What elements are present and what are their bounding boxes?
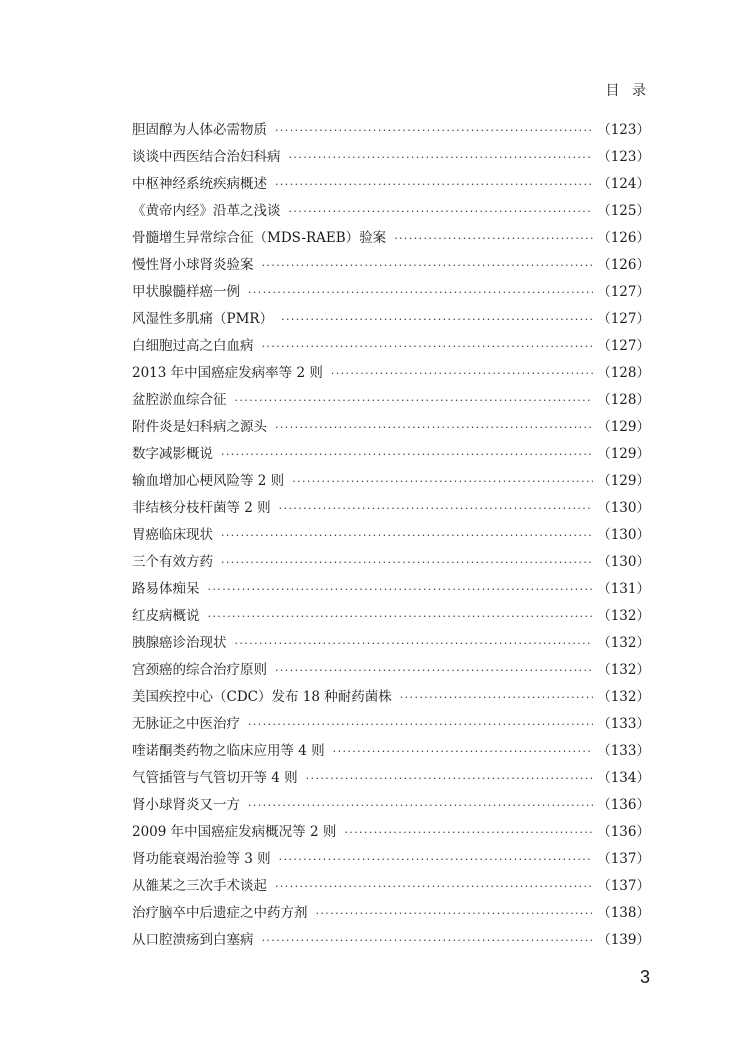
dot-leader [279,502,594,515]
toc-entry-page: （123） [597,149,650,165]
toc-entry-title: 喹诺酮类药物之临床应用等 4 则 [132,743,325,759]
toc-entry-title: 甲状腺髓样癌一例 [132,284,240,300]
toc-entry-page: （127） [597,284,650,300]
toc-entry-title: 盆腔淤血综合征 [132,392,227,408]
toc-entry-page: （130） [597,500,650,516]
toc-entry-page: （124） [597,176,650,192]
toc-entry-title: 附件炎是妇科病之源头 [132,419,267,435]
dot-leader [235,394,594,407]
toc-entry-title: 中枢神经系统疾病概述 [132,176,267,192]
toc-entry-title: 气管插管与气管切开等 4 则 [132,770,298,786]
toc-entry[interactable] [132,442,650,469]
dot-leader [208,583,594,596]
toc-entry-title: 谈谈中西医结合治妇科病 [132,149,281,165]
toc-entry[interactable] [132,631,650,658]
page-number: 3 [639,967,650,987]
dot-leader [400,691,593,704]
toc-entry-page: （125） [597,203,650,219]
dot-leader [248,718,593,731]
dot-leader [292,475,593,488]
toc-entry-title: 2009 年中国癌症发病概况等 2 则 [132,824,337,840]
toc-entry[interactable] [132,685,650,712]
dot-leader [331,367,593,380]
dot-leader [289,151,594,164]
toc-entry-title: 输血增加心梗风险等 2 则 [132,473,285,489]
toc-entry[interactable] [132,145,650,172]
toc-entry-page: （133） [597,716,650,732]
dot-leader [344,826,593,839]
toc-entry[interactable] [132,496,650,523]
toc-entry-title: 白细胞过高之白血病 [132,338,254,354]
toc-entry-title: 2013 年中国癌症发病率等 2 则 [132,365,323,381]
toc-entry-page: （132） [597,635,650,651]
toc-entry-title: 路易体痴呆 [132,581,200,597]
dot-leader [289,205,594,218]
dot-leader [333,745,594,758]
dot-leader [279,853,594,866]
toc-entry-title: 胃癌临床现状 [132,527,213,543]
dot-leader [221,529,593,542]
toc-entry-page: （128） [597,392,650,408]
toc-entry-page: （138） [597,905,650,921]
dot-leader [316,907,594,920]
toc-entry[interactable] [132,577,650,604]
toc-entry[interactable] [132,739,650,766]
toc-entry[interactable] [132,874,650,901]
toc-entry-page: （134） [597,770,650,786]
dot-leader [262,934,594,947]
toc-entry-title: 风湿性多肌痛（PMR） [132,311,274,327]
toc-entry-page: （130） [597,527,650,543]
toc-entry-page: （129） [597,419,650,435]
toc-entry-page: （137） [597,851,650,867]
toc-entry-title: 三个有效方药 [132,554,213,570]
toc-entry[interactable] [132,712,650,739]
dot-leader [394,232,593,245]
dot-leader [262,259,594,272]
toc-entry-title: 肾小球肾炎又一方 [132,797,240,813]
toc-entry-title: 胆固醇为人体必需物质 [132,122,267,138]
toc-entry-title: 治疗脑卒中后遗症之中药方剂 [132,905,308,921]
toc-entry-page: （130） [597,554,650,570]
dot-leader [275,880,593,893]
toc-entry[interactable] [132,415,650,442]
toc-entry-title: 从口腔溃疡到白塞病 [132,932,254,948]
toc-entry-title: 数字减影概说 [132,446,213,462]
toc-entry[interactable] [132,820,650,847]
dot-leader [248,799,593,812]
toc-entry-page: （126） [597,257,650,273]
toc-entry[interactable] [132,118,650,145]
toc-entry[interactable] [132,226,650,253]
dot-leader [208,610,594,623]
dot-leader [275,124,593,137]
toc-entry-page: （136） [597,824,650,840]
toc-entry-title: 无脉证之中医治疗 [132,716,240,732]
toc-entry-title: 《黄帝内经》沿革之浅谈 [132,203,281,219]
toc-entry-page: （133） [597,743,650,759]
toc-entry-title: 骨髓增生异常综合征（MDS-RAEB）验案 [132,230,387,246]
dot-leader [306,772,594,785]
toc-entry-title: 从雒某之三次手术谈起 [132,878,267,894]
toc-entry[interactable] [132,307,650,334]
running-head: 目 录 [605,83,650,99]
toc-entry[interactable] [132,469,650,496]
toc-entry[interactable] [132,199,650,226]
toc-entry[interactable] [132,658,650,685]
dot-leader [248,286,593,299]
toc-entry[interactable] [132,361,650,388]
dot-leader [275,664,593,677]
toc-entry[interactable] [132,523,650,550]
toc-entry-page: （136） [597,797,650,813]
toc-entry-title: 慢性肾小球肾炎验案 [132,257,254,273]
toc-entry-page: （129） [597,446,650,462]
dot-leader [235,637,594,650]
toc-entry[interactable] [132,847,650,874]
toc-entry[interactable] [132,280,650,307]
dot-leader [275,178,593,191]
toc-entry-title: 肾功能衰竭治验等 3 则 [132,851,271,867]
toc-entry-page: （127） [597,338,650,354]
toc-entry[interactable] [132,901,650,928]
toc-entry-page: （123） [597,122,650,138]
toc-entry[interactable] [132,253,650,280]
toc-entry-title: 美国疾控中心（CDC）发布 18 种耐药菌株 [132,689,392,705]
toc-entry[interactable] [132,388,650,415]
toc-entry-page: （132） [597,689,650,705]
dot-leader [221,556,593,569]
dot-leader [221,448,593,461]
dot-leader [275,421,593,434]
toc-entry-page: （128） [597,365,650,381]
toc-entry-page: （129） [597,473,650,489]
toc-entry[interactable] [132,604,650,631]
dot-leader [281,313,593,326]
toc-entry-title: 非结核分枝杆菌等 2 则 [132,500,271,516]
toc-entry[interactable] [132,334,650,361]
toc-entry[interactable] [132,793,650,820]
toc-entry-page: （126） [597,230,650,246]
toc-entry-title: 红皮病概说 [132,608,200,624]
toc-entry[interactable] [132,928,650,955]
toc-entry-page: （131） [597,581,650,597]
toc-entry-title: 宫颈癌的综合治疗原则 [132,662,267,678]
toc-entry-title: 胰腺癌诊治现状 [132,635,227,651]
toc-entry-page: （132） [597,608,650,624]
toc-entry-page: （132） [597,662,650,678]
toc-entry[interactable] [132,550,650,577]
toc-entry-page: （139） [597,932,650,948]
dot-leader [262,340,594,353]
toc-entry[interactable] [132,766,650,793]
toc-entry[interactable] [132,172,650,199]
toc-entry-page: （127） [597,311,650,327]
toc-entry-page: （137） [597,878,650,894]
table-of-contents [132,118,650,955]
